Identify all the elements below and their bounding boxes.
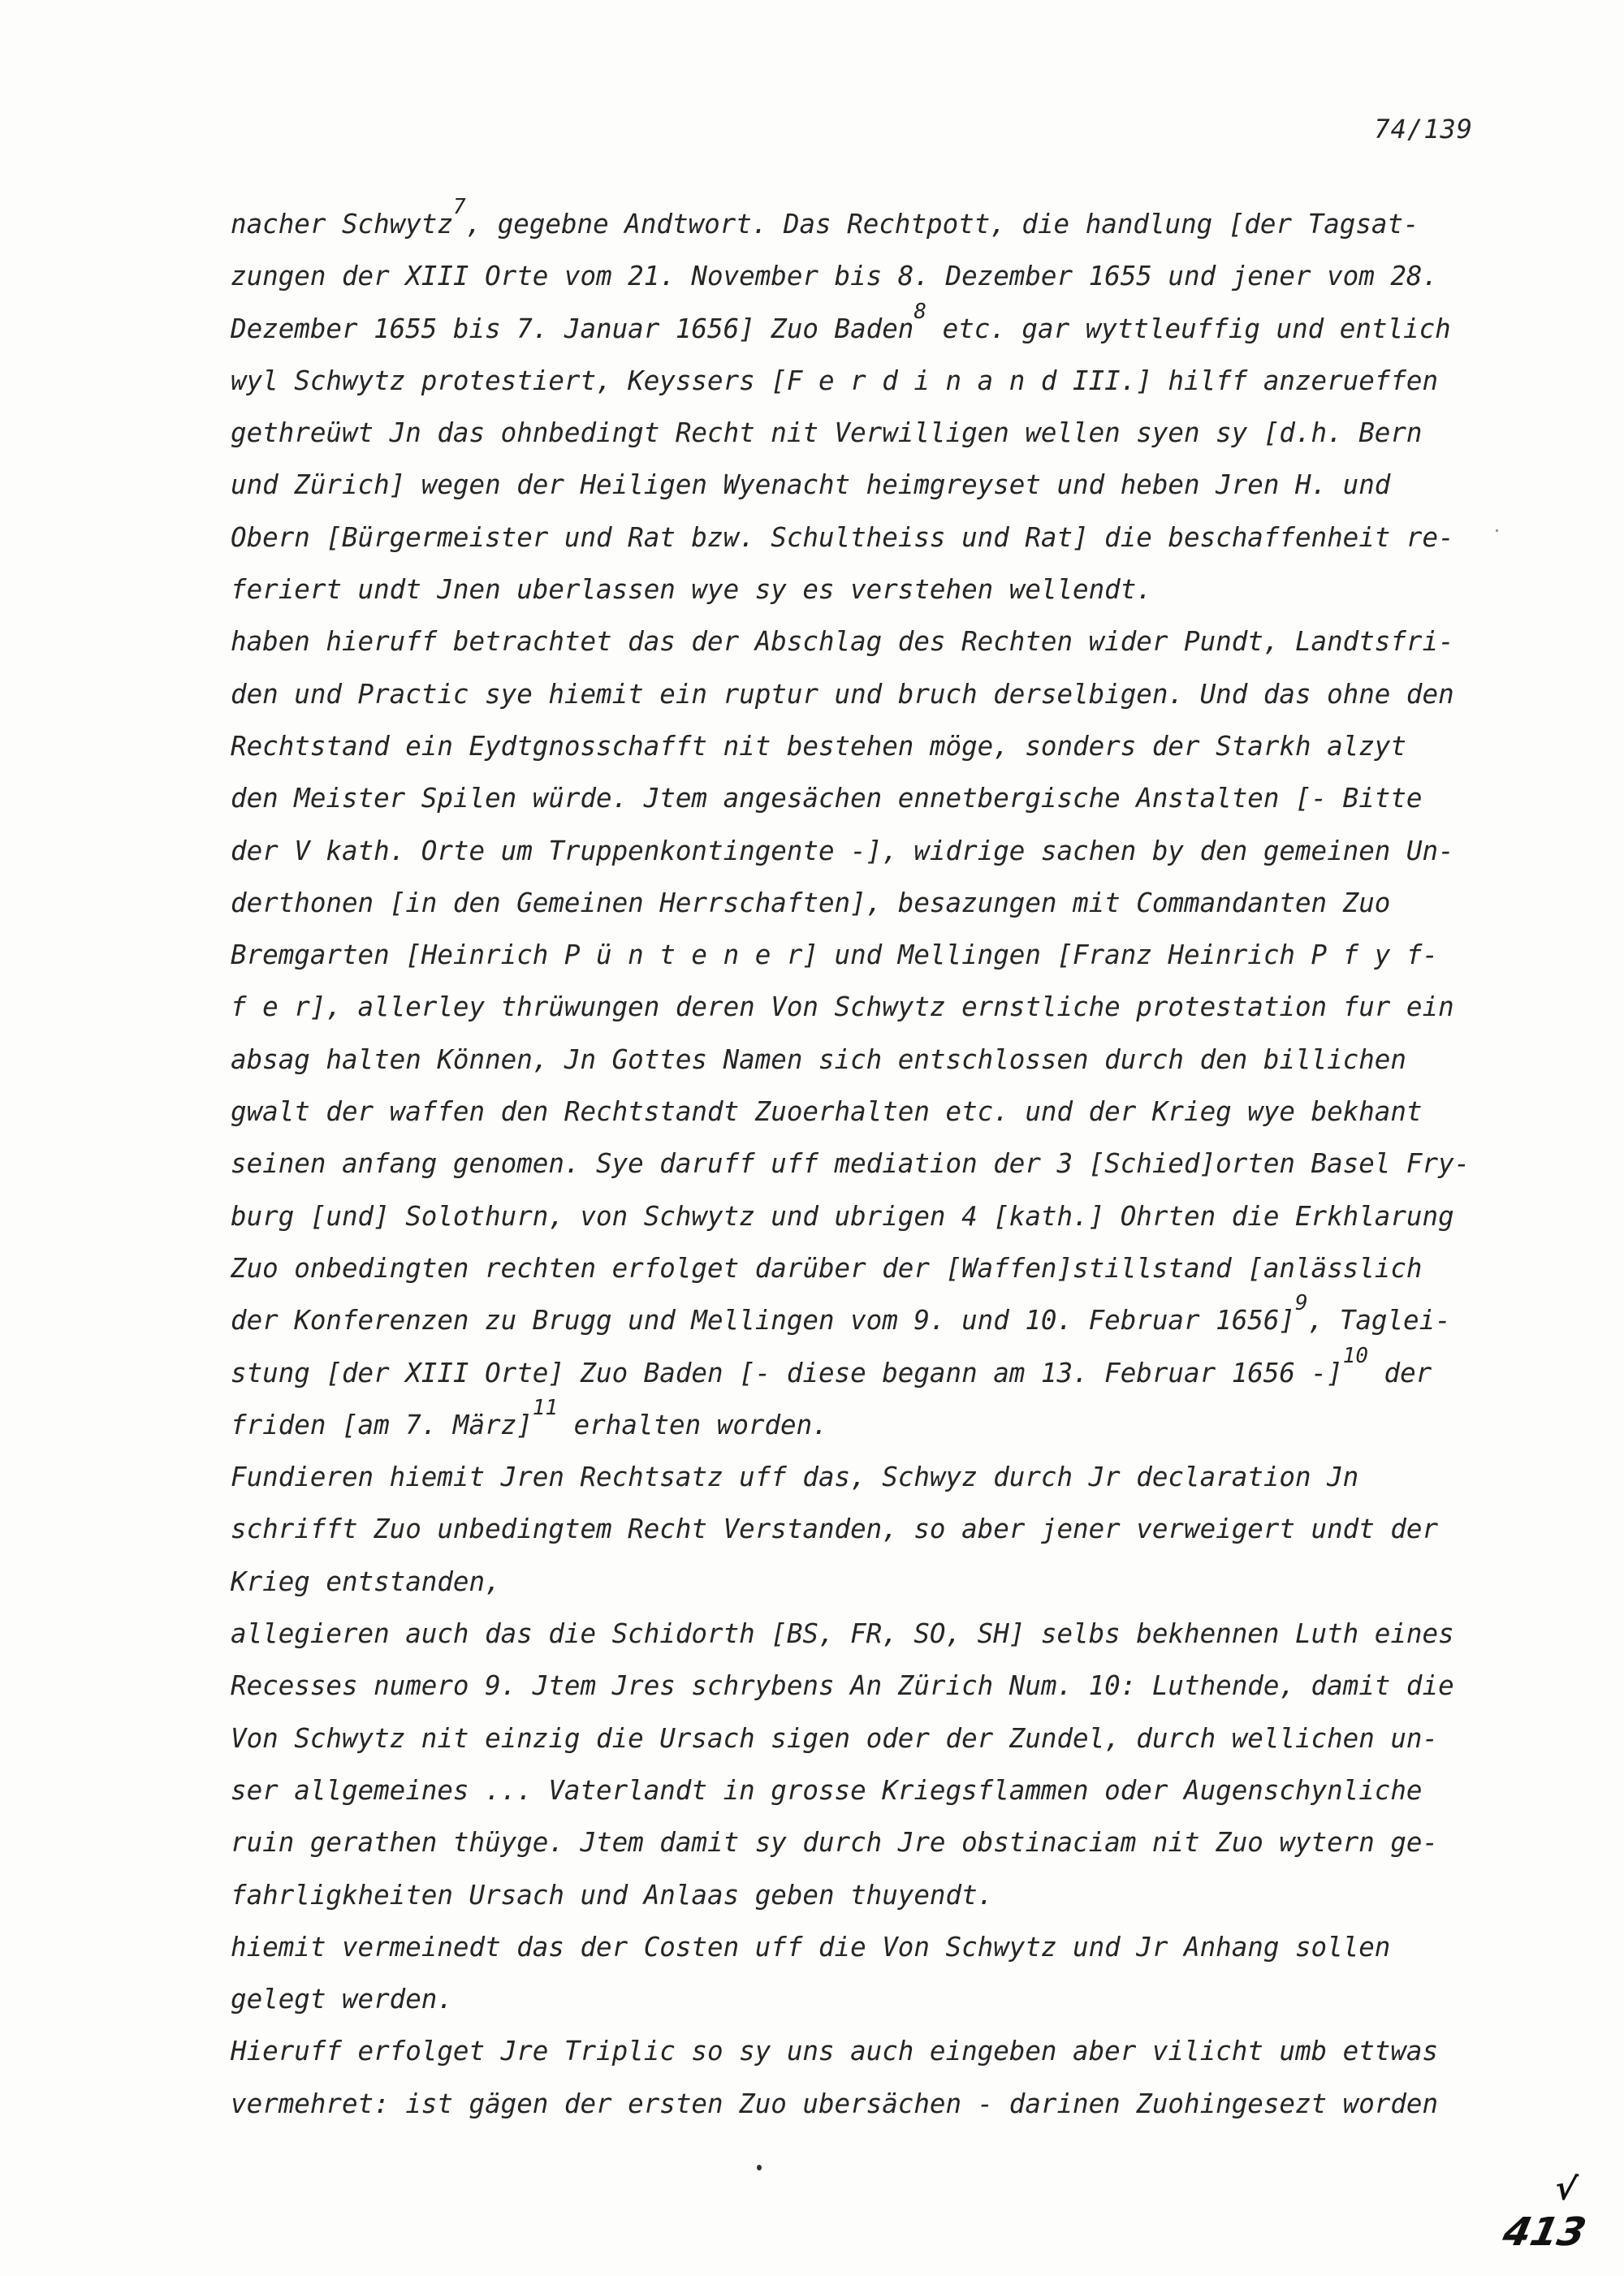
text-segment: Rechtstand ein Eydtgnosschafft nit bestehen möge, sonders der Starkh alzyt [231,730,1406,762]
text-line [231,1138,1497,1190]
text-segment: Zuo onbedingten rechten erfolget darüber der [Waffen]stillstand [anlässlich [231,1252,1423,1284]
footnote-marker: 8 [914,299,927,324]
stamp-number: 413 [1498,2209,1590,2255]
text-segment: feriert undt Jnen uberlassen wye sy es verstehen wellendt. [231,574,1152,606]
text-segment: Von Schwytz nit einzig die Ursach sigen oder der Zundel, durch wellichen un- [231,1722,1439,1754]
text-segment: den Meister Spilen würde. Jtem angesächen ennetbergische Anstalten [- Bitte [231,783,1423,814]
text-line [231,1816,1497,1868]
text-line [231,512,1497,564]
text-line [231,1242,1497,1294]
text-line [231,720,1497,772]
text-segment: gelegt werden. [231,1984,453,2015]
text-line [231,877,1497,929]
text-line [231,668,1497,720]
text-segment: Fundieren hiemit Jren Rechtsatz uff das, Schwyz durch Jr declaration Jn [231,1462,1359,1493]
text-segment: ruin gerathen thüyge. Jtem damit sy durch Jre obstinaciam nit Zuo wytern ge- [231,1827,1439,1859]
text-segment: Recesses numero 9. Jtem Jres schrybens An Zürich Num. 10: Luthende, damit die [231,1670,1454,1702]
text-line [231,1190,1497,1242]
text-segment: Dezember 1655 bis 7. Januar 1656] Zuo Baden [231,313,914,344]
margin-speck [1496,529,1498,532]
text-line [231,407,1497,459]
page-number: 74/139 [1374,114,1473,145]
text-line [231,1451,1497,1503]
text-line [231,1921,1497,1973]
text-segment: gwalt der waffen den Rechtstandt Zuoerhalten etc. und der Krieg wye bekhant [231,1096,1423,1128]
text-line [231,195,1497,250]
text-line [231,1503,1497,1555]
text-line [231,1034,1497,1086]
text-line [231,1660,1497,1712]
text-segment: ser allgemeines ... Vaterlandt in grosse Kriegsflammen oder Augenschynliche [231,1774,1423,1806]
text-line [231,981,1497,1033]
check-mark: √ [1553,2169,1580,2209]
text-segment: wyl Schwytz protestiert, Keyssers [F e r d i n a n d III.] hilff anzerueffen [231,365,1439,396]
text-segment: Obern [Bürgermeister und Rat bzw. Schultheiss und Rat] die beschaffenheit re- [231,521,1454,553]
text-segment: den und Practic sye hiemit ein ruptur und bruch derselbigen. Und das ohne den [231,678,1454,710]
text-segment: burg [und] Solothurn, von Schwytz und ubrigen 4 [kath.] Ohrten die Erkhlarung [231,1200,1454,1232]
text-segment: hiemit vermeinedt das der Costen uff die Von Schwytz und Jr Anhang sollen [231,1931,1391,1963]
text-line [231,250,1497,302]
text-segment: derthonen [in den Gemeinen Herrschaften], besazungen mit Commandanten Zuo [231,887,1391,918]
text-line [231,1343,1497,1399]
text-line [231,1086,1497,1138]
text-segment: der [1367,1357,1432,1388]
text-line [231,1291,1497,1346]
text-segment: Krieg entstanden, [231,1566,501,1597]
text-segment: der Konferenzen zu Brugg und Mellingen vom 9. und 10. Februar 1656] [231,1305,1295,1337]
text-line [231,355,1497,407]
text-segment: , gegebne Andtwort. Das Rechtpott, die handlung [der Tagsat- [465,209,1419,240]
text-line [231,2025,1497,2077]
text-segment: Hieruff erfolget Jre Triplic so sy uns auch eingeben aber vilicht umb ettwas [231,2036,1439,2067]
text-segment: der V kath. Orte um Truppenkontingente -], widrige sachen by den gemeinen Un- [231,835,1454,866]
text-segment: f e r], allerley thrüwungen deren Von Schwytz ernstliche protestation fur ein [231,991,1454,1023]
text-segment: allegieren auch das die Schidorth [BS, FR, SO, SH] selbs bekhennen Luth eines [231,1618,1454,1650]
text-line [231,772,1497,824]
text-line [231,564,1497,615]
text-segment: haben hieruff betrachtet das der Abschlag des Rechten wider Pundt, Landtsfri- [231,626,1454,658]
footnote-marker: 10 [1342,1343,1368,1368]
text-line [231,1395,1497,1451]
text-line [231,1869,1497,1921]
text-line [231,1712,1497,1764]
footnote-marker: 11 [532,1395,559,1420]
text-line [231,1764,1497,1816]
text-segment: und Zürich] wegen der Heiligen Wyenacht heimgreyset und heben Jren H. und [231,469,1391,501]
text-line [231,929,1497,981]
footnote-marker: 7 [452,195,466,219]
text-segment: , Taglei- [1307,1305,1451,1337]
text-segment: fahrligkheiten Ursach und Anlaas geben thuyendt. [231,1879,994,1911]
text-line [231,825,1497,877]
text-segment: nacher Schwytz [231,209,453,240]
text-line [231,1556,1497,1608]
text-line [231,299,1497,355]
text-segment: Bremgarten [Heinrich P ü n t e n e r] und Mellingen [Franz Heinrich P f y f- [231,939,1439,971]
body-text [231,195,1497,2130]
text-segment: erhalten worden. [558,1409,828,1440]
text-segment: zungen der XIII Orte vom 21. November bis 8. Dezember 1655 und jener vom 28. [231,261,1439,292]
text-segment: stung [der XIII Orte] Zuo Baden [- diese begann am 13. Februar 1656 -] [231,1357,1343,1388]
text-line [231,1973,1497,2025]
text-segment: seinen anfang genomen. Sye daruff uff mediation der 3 [Schied]orten Basel Fry- [231,1148,1471,1180]
text-segment: schrifft Zuo unbedingtem Recht Verstanden, so aber jener verweigert undt der [231,1514,1439,1545]
text-line [231,2078,1497,2130]
text-line [231,459,1497,511]
text-segment: vermehret: ist gägen der ersten Zuo ubersächen - darinen Zuohingesezt worden [231,2088,1439,2119]
text-line [231,615,1497,667]
text-segment: etc. gar wyttleuffig und entlich [926,313,1451,344]
text-segment: absag halten Können, Jn Gottes Namen sich entschlossen durch den billichen [231,1043,1406,1075]
text-segment: friden [am 7. März] [231,1409,533,1440]
archive-stamp [1498,2169,1592,2260]
text-line [231,1608,1497,1660]
footnote-marker: 9 [1294,1291,1308,1316]
footer-dot [757,2165,762,2170]
text-segment: gethreüwt Jn das ohnbedingt Recht nit Verwilligen wellen syen sy [d.h. Bern [231,417,1423,449]
